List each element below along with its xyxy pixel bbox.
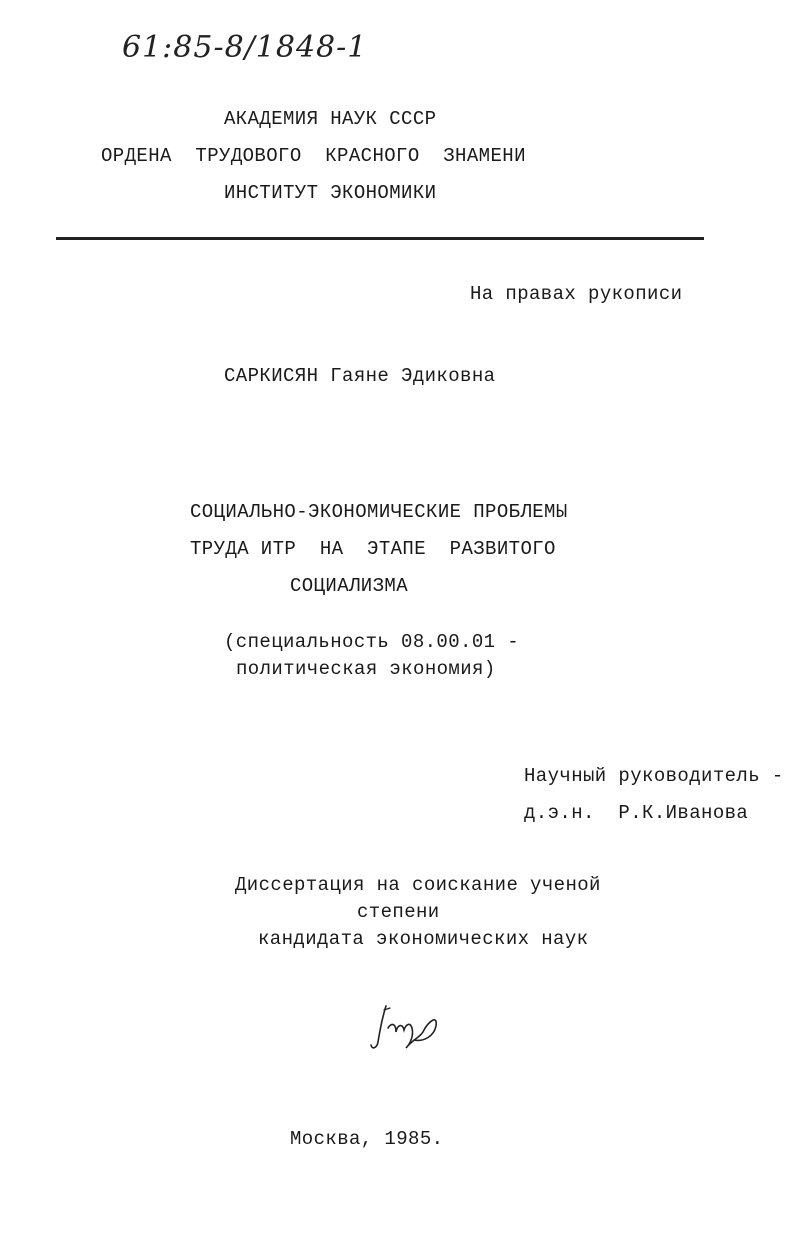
place-and-year: Москва, 1985.	[290, 1128, 444, 1150]
header-institute: ИНСТИТУТ ЭКОНОМИКИ	[224, 182, 437, 204]
rights-note: На правах рукописи	[470, 283, 683, 305]
thesis-title-line-1: СОЦИАЛЬНО-ЭКОНОМИЧЕСКИЕ ПРОБЛЕМЫ	[190, 501, 568, 523]
degree-line-3: кандидата экономических наук	[258, 928, 589, 950]
author-name: САРКИСЯН Гаяне Эдиковна	[224, 365, 496, 387]
header-order: ОРДЕНА ТРУДОВОГО КРАСНОГО ЗНАМЕНИ	[101, 145, 526, 167]
archive-number-handwritten: 61:85-8/1848-1	[122, 30, 368, 65]
degree-line-1: Диссертация на соискание ученой	[235, 874, 601, 896]
specialty-line-1: (специальность 08.00.01 -	[224, 631, 520, 653]
header-academy: АКАДЕМИЯ НАУК СССР	[224, 108, 437, 130]
signature-mark	[366, 1000, 446, 1056]
thesis-title-line-3: СОЦИАЛИЗМА	[290, 575, 409, 597]
thesis-title-line-2: ТРУДА ИТР НА ЭТАПЕ РАЗВИТОГО	[190, 538, 556, 560]
degree-line-2: степени	[357, 901, 440, 923]
supervisor-label: Научный руководитель -	[524, 765, 784, 787]
supervisor-name: д.э.н. Р.К.Иванова	[524, 802, 749, 824]
header-divider	[56, 237, 704, 240]
specialty-line-2: политическая экономия)	[236, 658, 496, 680]
